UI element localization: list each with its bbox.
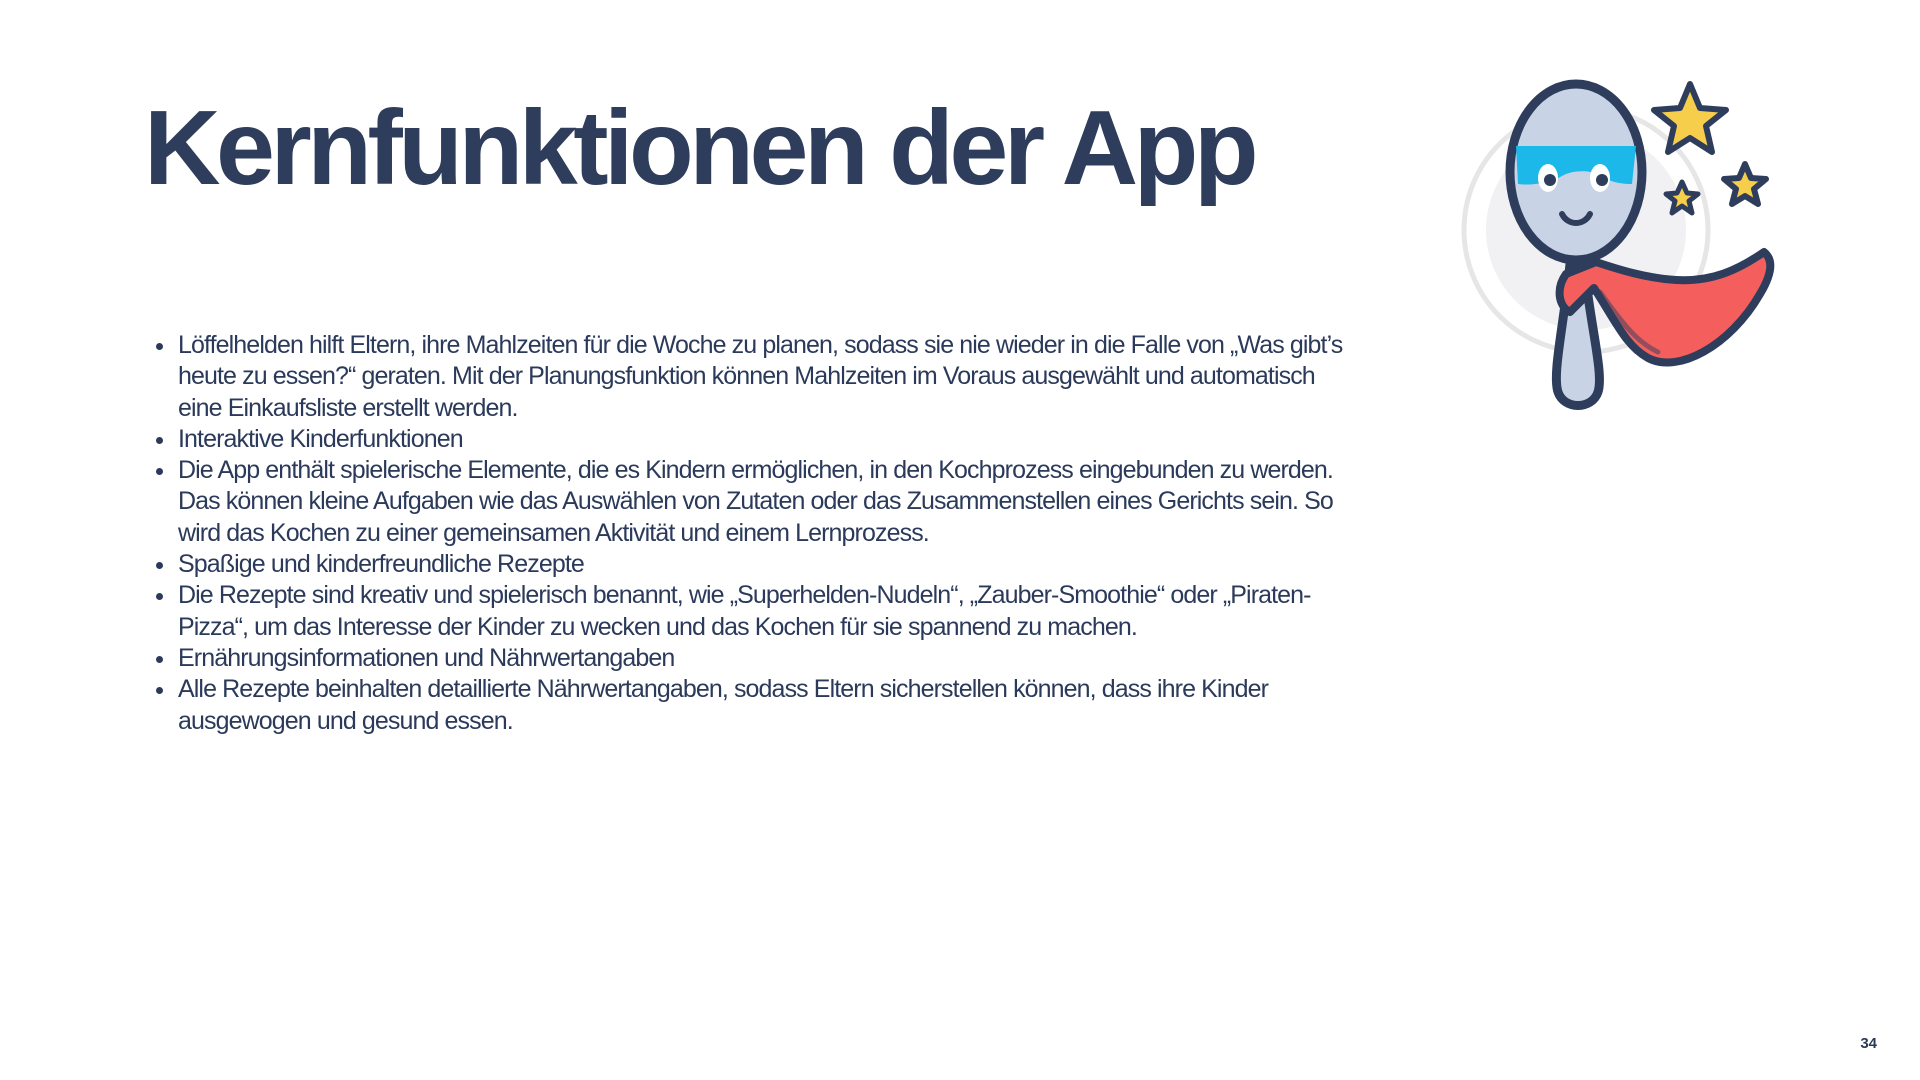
superhero-spoon-mascot-icon: [1460, 74, 1800, 414]
page-number: 34: [1860, 1035, 1877, 1052]
star-icon: [1724, 164, 1766, 204]
bullet-item-nutrition-heading: Ernährungsinformationen und Nährwertangaben: [178, 643, 1358, 674]
bullet-item-planning: Löffelhelden hilft Eltern, ihre Mahlzeiten für die Woche zu planen, sodass sie nie wieder in die Falle von „Was gibt’s heute zu essen?“ geraten. Mit der Planungsfunktion können Mahlzeiten im Voraus ausgewählt und automatisch eine Einkaufsliste erstellt werden.: [178, 330, 1358, 424]
bullet-list: [144, 330, 1358, 737]
bullet-item-kids-features-heading: Interaktive Kinderfunktionen: [178, 424, 1358, 455]
bullet-item-recipes: Die Rezepte sind kreativ und spielerisch benannt, wie „Superhelden-Nudeln“, „Zauber-Smoothie“ oder „Piraten-Pizza“, um das Interesse der Kinder zu wecken und das Kochen für sie spannend zu machen.: [178, 580, 1358, 643]
bullet-item-kids-features: Die App enthält spielerische Elemente, die es Kindern ermöglichen, in den Kochprozess eingebunden zu werden. Das können kleine Aufgaben wie das Auswählen von Zutaten oder das Zusammenstellen eines Gerichts sein. So wird das Kochen zu einer gemeinsamen Aktivität und einem Lernprozess.: [178, 455, 1358, 549]
slide-title: Kernfunktionen der App: [144, 89, 1255, 207]
bullet-item-recipes-heading: Spaßige und kinderfreundliche Rezepte: [178, 549, 1358, 580]
bullet-item-nutrition: Alle Rezepte beinhalten detaillierte Nährwertangaben, sodass Eltern sicherstellen können, dass ihre Kinder ausgewogen und gesund essen.: [178, 674, 1358, 737]
